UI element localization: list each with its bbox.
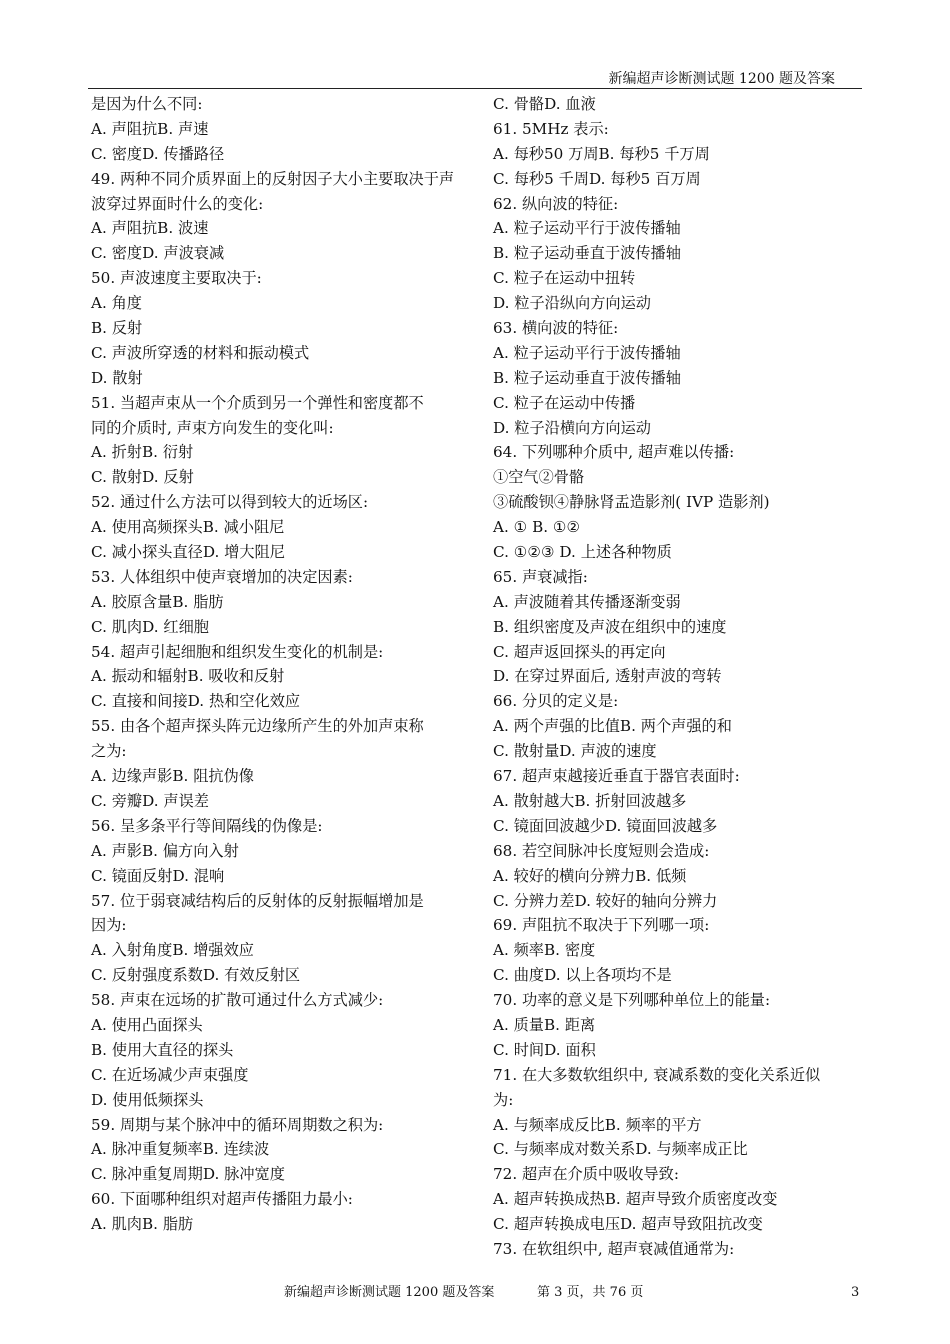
text-line: 49. 两种不同介质界面上的反射因子大小主要取决于声 <box>91 169 455 188</box>
text-line: 55. 由各个超声探头阵元边缘所产生的外加声束称 <box>91 717 424 736</box>
text-line: A. 质量B. 距离 <box>493 1015 596 1034</box>
footer-title: 新编超声诊断测试题 1200 题及答案 <box>284 1285 495 1300</box>
text-line: 59. 周期与某个脉冲中的循环周期数之积为: <box>91 1115 384 1134</box>
text-line: B. 反射 <box>91 319 143 338</box>
text-line: C. 时间D. 面积 <box>493 1040 596 1059</box>
page-number: 3 <box>851 1285 860 1300</box>
text-line: C. 超声转换成电压D. 超声导致阻抗改变 <box>493 1215 763 1234</box>
text-line: 是因为什么不同: <box>91 95 203 113</box>
footer-pager: 第 3 页，共 76 页 <box>537 1285 644 1300</box>
text-line: 72. 超声在介质中吸收导致: <box>493 1165 679 1184</box>
text-line: 65. 声衰减指: <box>493 567 588 586</box>
text-line: C. 肌肉D. 红细胞 <box>91 617 209 636</box>
header-title: 新编超声诊断测试题 1200 题及答案 <box>608 71 835 87</box>
text-line: ③硫酸钡④静脉肾盂造影剂( IVP 造影剂) <box>493 493 770 512</box>
text-line: A. 边缘声影B. 阻抗伪像 <box>91 767 254 786</box>
text-line: C. 镜面反射D. 混响 <box>91 866 225 885</box>
text-line: A. 胶原含量B. 脂肪 <box>91 592 224 611</box>
text-line: 67. 超声束越接近垂直于器官表面时: <box>493 767 740 786</box>
text-line: B. 粒子运动垂直于波传播轴 <box>493 244 681 263</box>
text-line: C. 声波所穿透的材料和振动模式 <box>91 343 310 362</box>
text-line: 51. 当超声束从一个介质到另一个弹性和密度都不 <box>91 393 424 412</box>
text-line: 66. 分贝的定义是: <box>493 692 619 711</box>
text-line: C. 骨骼D. 血液 <box>493 95 596 113</box>
left-column <box>91 92 476 1237</box>
text-line: 70. 功率的意义是下列哪种单位上的能量: <box>493 991 771 1010</box>
text-line: 之为: <box>91 742 127 761</box>
text-line: C. 散射量D. 声波的速度 <box>493 742 657 761</box>
text-line: A. 两个声强的比值B. 两个声强的和 <box>493 717 732 736</box>
text-line: A. 散射越大B. 折射回波越多 <box>493 791 687 810</box>
text-line: A. 粒子运动平行于波传播轴 <box>493 343 681 362</box>
text-line: 61. 5MHz 表示: <box>493 119 609 138</box>
text-line: A. 折射B. 衍射 <box>91 443 194 462</box>
text-line: A. 声波随着其传播逐渐变弱 <box>493 592 681 611</box>
text-line: A. 入射角度B. 增强效应 <box>91 941 254 960</box>
text-line: D. 散射 <box>91 368 143 387</box>
text-line: A. 肌肉B. 脂肪 <box>91 1215 194 1234</box>
text-line: 58. 声束在远场的扩散可通过什么方式减少: <box>91 991 384 1010</box>
text-line: C. 镜面回波越少D. 镜面回波越多 <box>493 816 718 835</box>
text-line: 同的介质时, 声束方向发生的变化叫: <box>91 418 334 437</box>
text-line: C. 反射强度系数D. 有效反射区 <box>91 966 301 985</box>
page-footer <box>0 1283 950 1303</box>
text-line: C. 直接和间接D. 热和空化效应 <box>91 692 301 711</box>
text-line: 71. 在大多数软组织中, 衰减系数的变化关系近似 <box>493 1065 821 1084</box>
text-line: 73. 在软组织中, 超声衰减值通常为: <box>493 1239 735 1258</box>
text-line: B. 粒子运动垂直于波传播轴 <box>493 368 681 387</box>
text-line: 56. 呈多条平行等间隔线的伪像是: <box>91 816 323 835</box>
right-column <box>493 92 878 1262</box>
text-line: 因为: <box>91 916 127 935</box>
text-line: C. 密度D. 声波衰减 <box>91 244 225 263</box>
text-line: B. 使用大直径的探头 <box>91 1040 234 1059</box>
text-line: C. 每秒5 千周D. 每秒5 百万周 <box>493 169 701 188</box>
text-line: C. 密度D. 传播路径 <box>91 144 225 163</box>
text-line: 为: <box>493 1090 514 1109</box>
text-line: C. 粒子在运动中扭转 <box>493 269 636 288</box>
text-line: 53. 人体组织中使声衰增加的决定因素: <box>91 567 353 586</box>
text-line: C. 在近场减少声束强度 <box>91 1065 249 1084</box>
text-line: 54. 超声引起细胞和组织发生变化的机制是: <box>91 642 384 661</box>
text-line: D. 在穿过界面后, 透射声波的弯转 <box>493 667 722 686</box>
text-line: A. 粒子运动平行于波传播轴 <box>493 219 681 238</box>
text-line: C. 旁瓣D. 声误差 <box>91 791 209 810</box>
text-line: A. 声阻抗B. 声速 <box>91 119 209 138</box>
text-line: C. 粒子在运动中传播 <box>493 393 636 412</box>
text-line: C. 分辨力差D. 较好的轴向分辨力 <box>493 891 718 910</box>
text-line: A. 使用凸面探头 <box>91 1015 203 1034</box>
text-line: 50. 声波速度主要取决于: <box>91 269 262 288</box>
text-line: ①空气②骨骼 <box>493 468 585 487</box>
text-line: 52. 通过什么方法可以得到较大的近场区: <box>91 493 369 512</box>
text-line: 波穿过界面时什么的变化: <box>91 194 264 213</box>
header-rule <box>88 88 862 89</box>
text-line: 62. 纵向波的特征: <box>493 194 619 213</box>
text-line: A. 振动和辐射B. 吸收和反射 <box>91 667 285 686</box>
text-line: A. ① B. ①② <box>493 518 581 537</box>
text-line: 64. 下列哪种介质中, 超声难以传播: <box>493 443 735 462</box>
text-line: C. ①②③ D. 上述各种物质 <box>493 543 672 562</box>
text-line: C. 超声返回探头的再定向 <box>493 642 666 661</box>
text-line: A. 与频率成反比B. 频率的平方 <box>493 1115 702 1134</box>
text-line: 69. 声阻抗不取决于下列哪一项: <box>493 916 710 935</box>
text-line: D. 使用低频探头 <box>91 1090 204 1109</box>
text-line: C. 曲度D. 以上各项均不是 <box>493 966 672 985</box>
text-line: C. 脉冲重复周期D. 脉冲宽度 <box>91 1165 285 1184</box>
text-line: A. 角度 <box>91 294 142 313</box>
text-line: D. 粒子沿横向方向运动 <box>493 418 651 437</box>
text-line: A. 频率B. 密度 <box>493 941 596 960</box>
text-line: A. 声阻抗B. 波速 <box>91 219 209 238</box>
text-line: A. 每秒50 万周B. 每秒5 千万周 <box>493 144 710 163</box>
text-line: B. 组织密度及声波在组织中的速度 <box>493 617 727 636</box>
text-line: 68. 若空间脉冲长度短则会造成: <box>493 841 710 860</box>
text-line: A. 超声转换成热B. 超声导致介质密度改变 <box>493 1190 778 1209</box>
text-line: A. 脉冲重复频率B. 连续波 <box>91 1140 270 1159</box>
text-line: C. 散射D. 反射 <box>91 468 194 487</box>
text-line: D. 粒子沿纵向方向运动 <box>493 294 651 313</box>
text-line: A. 声影B. 偏方向入射 <box>91 841 239 860</box>
text-line: 60. 下面哪种组织对超声传播阻力最小: <box>91 1190 353 1209</box>
text-line: A. 较好的横向分辨力B. 低频 <box>493 866 687 885</box>
text-line: 57. 位于弱衰减结构后的反射体的反射振幅增加是 <box>91 891 424 910</box>
text-line: C. 减小探头直径D. 增大阻尼 <box>91 543 285 562</box>
text-line: C. 与频率成对数关系D. 与频率成正比 <box>493 1140 748 1159</box>
text-line: 63. 横向波的特征: <box>493 319 619 338</box>
text-line: A. 使用高频探头B. 减小阻尼 <box>91 518 285 537</box>
